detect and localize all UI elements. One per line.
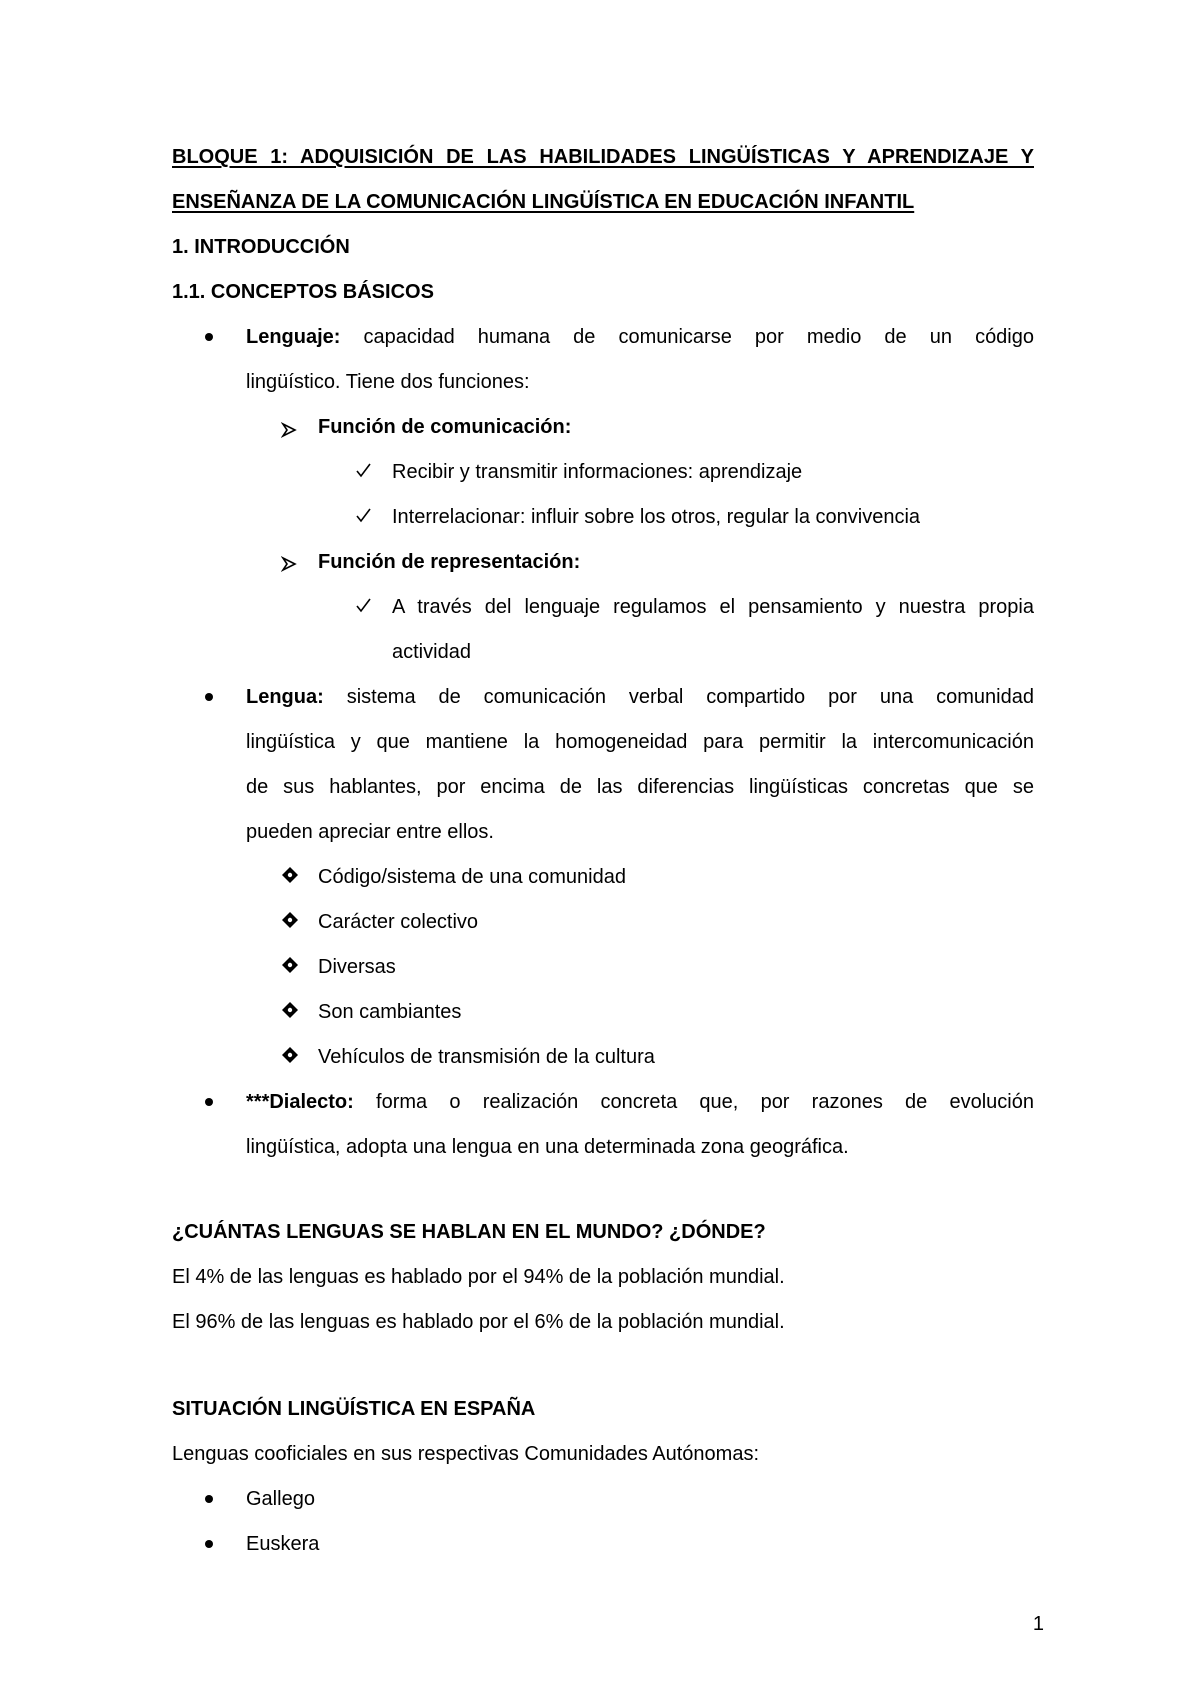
checkmark-icon [355,462,371,478]
section-heading-introduccion: 1. INTRODUCCIÓN [172,236,350,258]
funcion-comunicacion-label: Función de comunicación: [318,416,572,438]
cuantas-lenguas-heading: ¿CUÁNTAS LENGUAS SE HABLAN EN EL MUNDO? ¿DÓNDE? [172,1221,766,1243]
checkmark-icon [355,507,371,523]
situacion-intro: Lenguas cooficiales en sus respectivas Comunidades Autónomas: [172,1443,760,1465]
arrowhead-icon [281,556,297,572]
lengua-item-5: Vehículos de transmisión de la cultura [318,1046,655,1068]
situacion-heading: SITUACIÓN LINGÜÍSTICA EN ESPAÑA [172,1398,536,1420]
diamond-icon [281,866,299,884]
arrowhead-icon [281,422,297,438]
rep-item-line-1: A través del lenguaje regulamos el pensamiento y nuestra propia [392,596,1034,618]
com-item-1: Recibir y transmitir informaciones: aprendizaje [392,461,803,483]
subsection-heading-conceptos: 1.1. CONCEPTOS BÁSICOS [172,281,434,303]
bullet-icon [205,1540,213,1548]
document-title-line-2: ENSEÑANZA DE LA COMUNICACIÓN LINGÜÍSTICA EN EDUCACIÓN INFANTIL [172,191,915,213]
bullet-icon [205,1495,213,1503]
lengua-item-4: Son cambiantes [318,1001,462,1023]
lenguaje-term: Lenguaje: [246,326,341,348]
diamond-icon [281,911,299,929]
lengua-text-1: sistema de comunicación verbal compartido por una comunidad [346,686,1034,708]
diamond-icon [281,956,299,974]
funcion-representacion-label: Función de representación: [318,551,581,573]
lengua-term: Lengua: [246,686,324,708]
lenguaje-definition-line-2: lingüístico. Tiene dos funciones: [246,371,530,393]
situacion-item-2: Euskera [246,1533,320,1555]
rep-item-line-2: actividad [392,641,471,663]
document-title-line-1: BLOQUE 1: ADQUISICIÓN DE LAS HABILIDADES LINGÜÍSTICAS Y APRENDIZAJE Y [172,146,1034,168]
lengua-definition-line-2: lingüística y que mantiene la homogeneidad para permitir la intercomunicación [246,731,1034,753]
bullet-icon [205,693,213,701]
diamond-icon [281,1001,299,1019]
cuantas-line-2: El 96% de las lenguas es hablado por el 6% de la población mundial. [172,1311,785,1333]
dialecto-text-1: forma o realización concreta que, por razones de evolución [376,1091,1034,1113]
com-item-2: Interrelacionar: influir sobre los otros, regular la convivencia [392,506,921,528]
page-number: 1 [1032,1613,1044,1635]
lengua-item-2: Carácter colectivo [318,911,479,933]
bullet-icon [205,1098,213,1106]
lenguaje-text-1: capacidad humana de comunicarse por medio de un código [363,326,1034,348]
lengua-item-3: Diversas [318,956,396,978]
dialecto-definition-line-1 [246,1090,1034,1114]
situacion-item-1: Gallego [246,1488,315,1510]
dialecto-definition-line-2: lingüística, adopta una lengua en una determinada zona geográfica. [246,1136,849,1158]
bullet-icon [205,333,213,341]
lengua-definition-line-4: pueden apreciar entre ellos. [246,821,494,843]
lengua-item-1: Código/sistema de una comunidad [318,866,626,888]
lengua-definition-line-3: de sus hablantes, por encima de las diferencias lingüísticas concretas que se [246,776,1034,798]
checkmark-icon [355,597,371,613]
dialecto-term: ***Dialecto: [246,1091,354,1113]
cuantas-line-1: El 4% de las lenguas es hablado por el 94% de la población mundial. [172,1266,785,1288]
diamond-icon [281,1046,299,1064]
lengua-definition-line-1 [246,685,1034,709]
lenguaje-definition-line-1 [246,325,1034,349]
